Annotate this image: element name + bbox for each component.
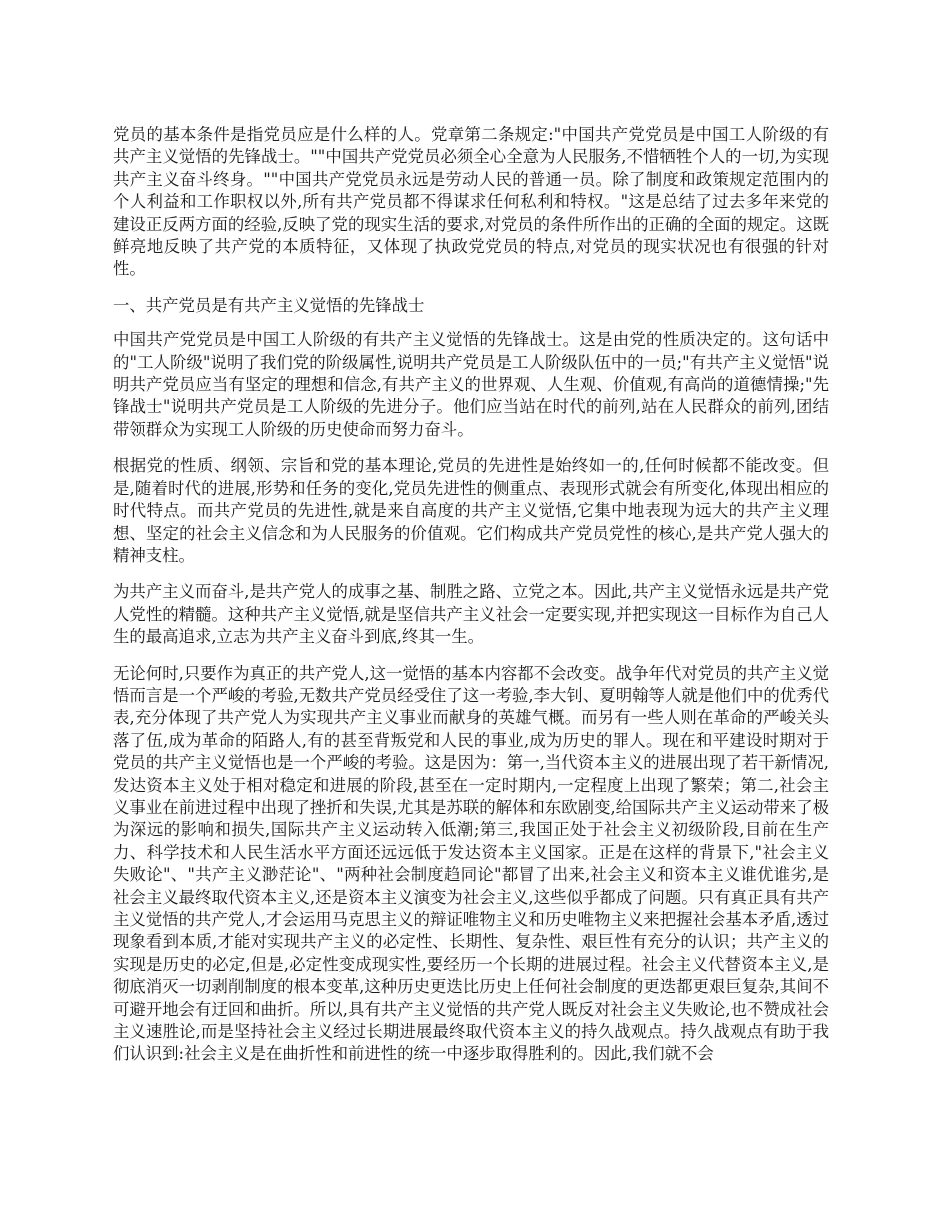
- body-paragraph: 无论何时,只要作为真正的共产党人,这一觉悟的基本内容都不会改变。战争年代对党员的共产主义觉悟而言是一个严峻的考验,无数共产党员经受住了这一考验,李大钊、夏明翰等人就是他们中的优秀代表,充分体现了共产党人为实现共产主义事业而献身的英雄气概。而另有一些人则在革命的严峻关头落了伍,成为革命的陌路人,有的甚至背叛党和人民的事业,成为历史的罪人。现在和平建设时期对于党员的共产主义觉悟也是一个严峻的考验。这是因为：第一,当代资本主义的进展出现了若干新情况,发达资本主义处于相对稳定和进展的阶段,甚至在一定时期内,一定程度上出现了繁荣；第二,社会主义事业在前进过程中出现了挫折和失误,尤其是苏联的解体和东欧剧变,给国际共产主义运动带来了极为深远的影响和损失,国际共产主义运动转入低潮;第三,我国正处于社会主义初级阶段,目前在生产力、科学技术和人民生活水平方面还远远低于发达资本主义国家。正是在这样的背景下,"社会主义失败论"、"共产主义渺茫论"、"两种社会制度趋同论"都冒了出来,社会主义和资本主义谁优谁劣,是社会主义最终取代资本主义,还是资本主义演变为社会主义,这些似乎都成了问题。只有真正具有共产主义觉悟的共产党人,才会运用马克思主义的辩证唯物主义和历史唯物主义来把握社会基本矛盾,透过现象看到本质,才能对实现共产主义的必定性、长期性、复杂性、艰巨性有充分的认识；共产主义的实现是历史的必定,但是,必定性变成现实性,要经历一个长期的进展过程。社会主义代替资本主义,是彻底消灭一切剥削制度的根本变革,这种历史更迭比历史上任何社会制度的更迭都更艰巨复杂,其间不可避开地会有迂回和曲折。所以,具有共产主义觉悟的共产党人既反对社会主义失败论,也不赞成社会主义速胜论,而是坚持社会主义经过长期进展最终取代资本主义的持久战观点。持久战观点有助于我们认识到:社会主义是在曲折性和前进性的统一中逐步取得胜利的。因此,我们就不会: [113, 663, 829, 1064]
- body-paragraph: 为共产主义而奋斗,是共产党人的成事之基、制胜之路、立党之本。因此,共产主义觉悟永远是共产党人党性的精髓。这种共产主义觉悟,就是坚信共产主义社会一定要实现,并把实现这一目标作为自己人生的最高追求,立志为共产主义奋斗到底,终其一生。: [113, 582, 829, 647]
- document-body: [113, 124, 829, 1080]
- body-paragraph: 根据党的性质、纲领、宗旨和党的基本理论,党员的先进性是始终如一的,任何时候都不能改变。但是,随着时代的进展,形势和任务的变化,党员先进性的侧重点、表现形式就会有所变化,体现出相应的时代特点。而共产党员的先进性,就是来自高度的共产主义觉悟,它集中地表现为远大的共产主义理想、坚定的社会主义信念和为人民服务的价值观。它们构成共产党员党性的核心,是共产党人强大的精神支柱。: [113, 456, 829, 565]
- body-paragraph: 中国共产党党员是中国工人阶级的有共产主义觉悟的先锋战士。这是由党的性质决定的。这句话中的"工人阶级"说明了我们党的阶级属性,说明共产党员是工人阶级队伍中的一员;"有共产主义觉悟"说明共产党员应当有坚定的理想和信念,有共产主义的世界观、人生观、价值观,有高尚的道德情操;"先锋战士"说明共产党员是工人阶级的先进分子。他们应当站在时代的前列,站在人民群众的前列,团结带领群众为实现工人阶级的历史使命而努力奋斗。: [113, 330, 829, 439]
- section-heading: 一、共产党员是有共产主义觉悟的先锋战士: [113, 295, 425, 315]
- intro-paragraph: 党员的基本条件是指党员应是什么样的人。党章第二条规定:"中国共产党党员是中国工人阶级的有共产主义觉悟的先锋战士。""中国共产党党员必须全心全意为人民服务,不惜牺牲个人的一切,为实现共产主义奋斗终身。""中国共产党党员永远是劳动人民的普通一员。除了制度和政策规定范围内的个人利益和工作职权以外,所有共产党员都不得谋求任何私利和特权。"这是总结了过去多年来党的建设正反两方面的经验,反映了党的现实生活的要求,对党员的条件所作出的正确的全面的规定。这既鲜亮地反映了共产党的本质特征，又体现了执政党党员的特点,对党员的现实状况也有很强的针对性。: [113, 125, 829, 279]
